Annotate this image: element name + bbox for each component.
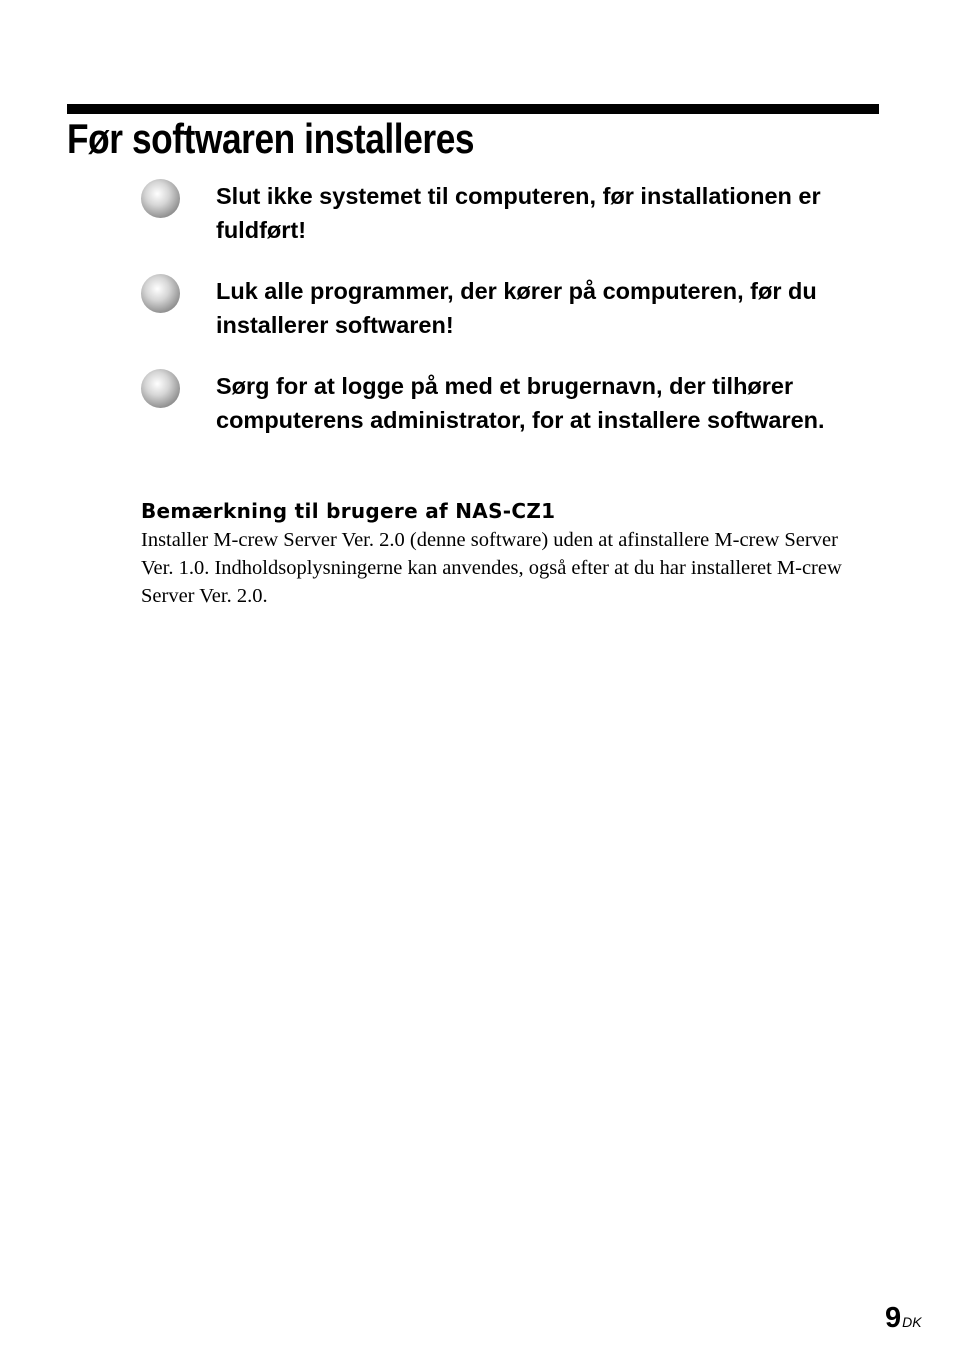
precaution-item	[141, 369, 881, 437]
page-title: Før softwaren installeres	[67, 115, 475, 162]
bullet-circle-icon	[141, 179, 180, 218]
precaution-text: Luk alle programmer, der kører på computeren, før du installerer softwaren!	[216, 278, 817, 338]
page-number	[885, 1300, 922, 1336]
bullet-circle-icon	[141, 274, 180, 313]
precaution-list	[141, 178, 881, 464]
bullet-circle-icon	[141, 369, 180, 408]
precaution-item	[141, 274, 881, 342]
precaution-text: Sørg for at logge på med et brugernavn, der tilhører computerens administrator, for at installere softwaren.	[216, 373, 825, 433]
title-rule	[67, 104, 879, 114]
precaution-text: Slut ikke systemet til computeren, før installationen er fuldført!	[216, 183, 821, 243]
precaution-item	[141, 179, 881, 247]
page-number-suffix: DK	[902, 1314, 922, 1330]
page-number-value: 9	[885, 1302, 902, 1334]
note-body: Installer M-crew Server Ver. 2.0 (denne software) uden at afinstallere M-crew Server Ver. 1.0. Indholdsoplysningerne kan anvendes, også efter at du har installeret M-crew Server Ver. 2.0.	[141, 529, 842, 607]
note-heading: Bemærkning til brugere af NAS-CZ1	[141, 499, 556, 523]
